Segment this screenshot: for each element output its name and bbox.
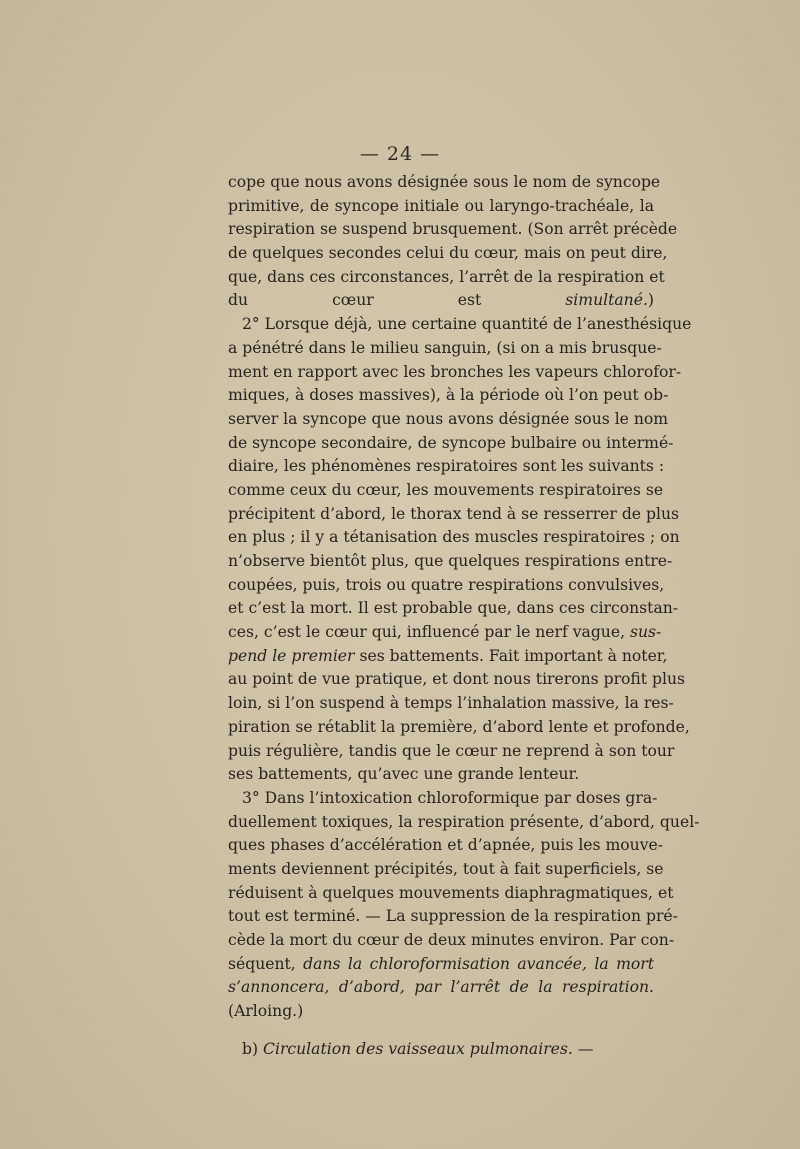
text-line [228,289,654,313]
line-text: de quelques secondes celui du cœur, mais on peut dire, [228,244,668,263]
line-text: b) [242,1039,264,1058]
text-line [228,716,690,740]
line-text: piration se rétablit la première, d’abord lente et profonde, [228,717,690,736]
line-text: primitive, de syncope initiale ou laryngo-trachéale, la [228,196,654,215]
line-text: au point de vue pratique, et dont nous tirerons profit plus [228,670,686,689]
text-line [228,597,679,621]
line-text: — [572,1039,594,1058]
line-text: tout est terminé. — La suppression de la respiration pré- [228,907,678,926]
text-line [228,763,654,787]
page-number: — 24 — [359,143,441,165]
line-text: loin, si l’on suspend à temps l’inhalation massive, la res- [228,694,674,713]
line-text: 3° Dans l’intoxication chloroformique par doses gra- [242,788,658,807]
line-text: comme ceux du cœur, les mouvements respiratoires se [228,480,664,499]
text-line [228,976,654,1000]
line-text: ment en rapport avec les bronches les vapeurs chlorofor- [228,362,682,381]
line-text: précipitent d’abord, le thorax tend à se resserrer de plus [228,504,680,523]
text-line [228,811,700,835]
line-text: ques phases d’accélération et d’apnée, puis les mouve- [228,836,664,855]
line-text: duellement toxiques, la respiration présente, d’abord, quel- [228,812,700,831]
text-line [228,408,669,432]
text-line [228,574,665,598]
text-line [228,953,654,977]
line-text: cope que nous avons désignée sous le nom de syncope [228,173,661,191]
line-text: diaire, les phénomènes respiratoires sont les suivants : [228,457,665,476]
text-line [228,858,664,882]
text-line [228,195,654,219]
text-line [228,834,664,858]
text-line [228,740,675,764]
text-line [228,503,680,527]
line-text: a pénétré dans le milieu sanguin, (si on a mis brusque- [228,338,662,357]
paragraph-gap [228,1024,654,1038]
text-line [228,242,668,266]
text-line [228,526,680,550]
line-text: du cœur est [228,291,566,310]
text-line [228,1000,654,1024]
text-line [228,479,664,503]
line-text: ) [647,291,654,310]
body-text [228,171,700,1061]
text-line [228,432,674,456]
text-line [228,266,665,290]
line-text: de syncope secondaire, de syncope bulbaire ou intermé- [228,433,674,452]
line-text: séquent, [228,954,304,973]
italic-text: dans la chloroformisation avancée, la mort [303,954,654,973]
text-line [228,218,678,242]
line-text: ses battements, qu’avec une grande lenteur. [228,765,580,784]
line-text: réduisent à quelques mouvements diaphragmatiques, et [228,883,674,902]
line-text: ces, c’est le cœur qui, influencé par le nerf vague, [228,623,630,642]
text-line [228,455,665,479]
line-text: (Arloing.) [228,1002,304,1021]
line-text: et c’est la mort. Il est probable que, dans ces circonstan- [228,599,679,618]
italic-text: simultané. [565,291,648,310]
line-text: puis régulière, tandis que le cœur ne reprend à son tour [228,741,675,760]
text-line [228,882,674,906]
line-text: cède la mort du cœur de deux minutes environ. Par con- [228,931,675,949]
text-line [228,550,673,574]
text-line [228,645,668,669]
text-line [228,384,669,408]
text-line [228,337,662,361]
line-text: 2° Lorsque déjà, une certaine quantité de l’anesthésique [242,315,692,334]
text-line [228,313,692,337]
text-line [228,1038,654,1062]
text-line [228,361,682,385]
line-text: n’observe bientôt plus, que quelques respirations entre- [228,552,673,570]
italic-text: sus- [629,623,662,642]
text-line [228,171,661,195]
italic-text: s’annoncera, d’abord, par l’arrêt de la respiration. [228,978,654,997]
text-line [228,905,678,929]
text-line [228,692,674,716]
text-line [228,929,675,953]
line-text: server la syncope que nous avons désignée sous le nom [228,409,669,428]
italic-text: pend le premier [228,646,355,665]
line-text: en plus ; il y a tétanisation des muscles respiratoires ; on [228,528,680,547]
line-text: respiration se suspend brusquement. (Son arrêt précède [228,220,678,239]
text-line [228,668,686,692]
text-line [228,621,662,645]
line-text: ments deviennent précipités, tout à fait superficiels, se [228,859,664,878]
text-line [228,787,658,811]
italic-text: Circulation des vaisseaux pulmonaires. [263,1039,573,1058]
line-text: coupées, puis, trois ou quatre respirations convulsives, [228,575,665,594]
line-text: que, dans ces circonstances, l’arrêt de la respiration et [228,267,665,286]
line-text: miques, à doses massives), à la période où l’on peut ob- [228,386,669,405]
line-text: ses battements. Fait important à noter, [354,646,668,665]
